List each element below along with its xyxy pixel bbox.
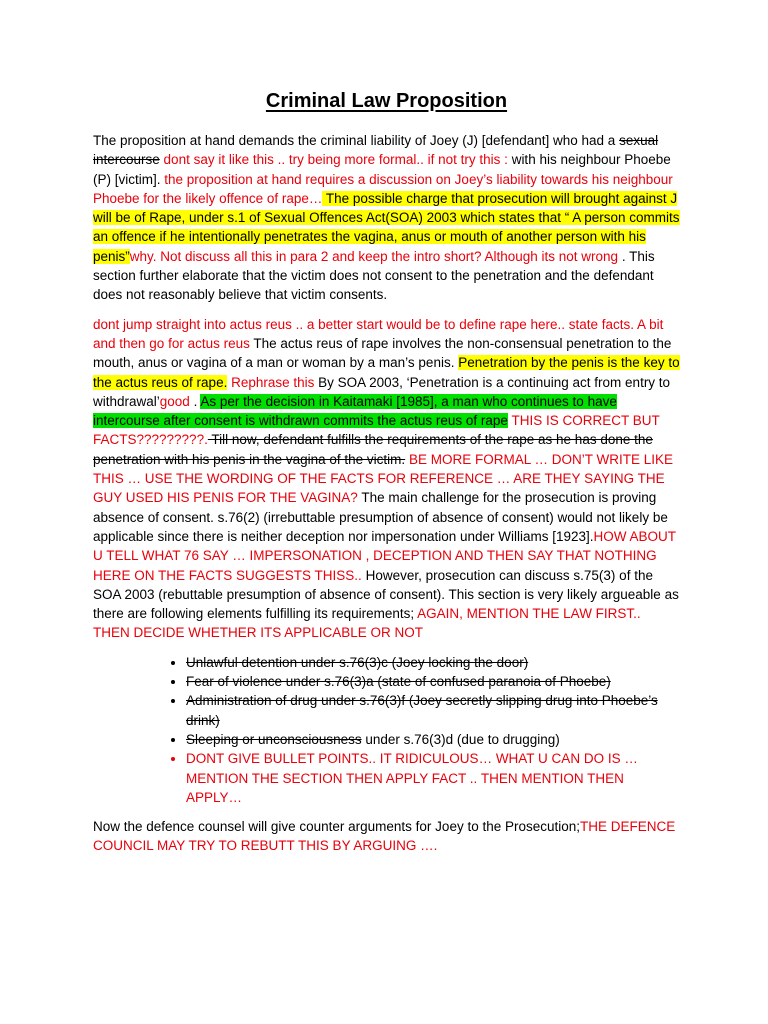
tutor-comment: Rephrase this — [227, 374, 315, 390]
struck-text: Administration of drug under s.76(3)f (Joey secretly slipping drug into Phoebe’s drink) — [186, 693, 658, 728]
body-text: However, prosecution can discuss s.75(3) of the SOA 2003 (rebuttable presumption of absence of consent). This section is very likely argueable as there are following elements fulfilling its requirements; — [93, 567, 679, 622]
tutor-comment: AGAIN, MENTION THE LAW FIRST.. THEN DECIDE WHETHER ITS APPLICABLE OR NOT — [93, 606, 641, 641]
elements-bullet-list — [93, 653, 680, 807]
body-text: The main challenge for the prosecution is proving absence of consent. s.76(2) (irrebuttable presumption of absence of consent) would not likely be applicable since there is neither deception nor impersonation under Williams [1923]. — [93, 490, 668, 544]
green-highlighted-text: As per the decision in Kaitamaki [1985], a man who continues to have intercourse after consent is withdrawn commits the actus reus of rape — [93, 393, 617, 429]
intro-paragraph — [93, 131, 680, 305]
list-item — [186, 691, 680, 730]
body-text: The actus reus of rape involves the non-consensual penetration to the mouth, anus or vagina of a man or woman by a man’s penis. — [93, 335, 672, 371]
struck-text: Fear of violence under s.76(3)a (state of confused paranoia of Phoebe) — [186, 674, 611, 690]
struck-text: Unlawful detention under s.76(3)c (Joey locking the door) — [186, 654, 529, 670]
tutor-comment: THE DEFENCE COUNCIL MAY TRY TO REBUTT THIS BY ARGUING …. — [93, 819, 676, 854]
tutor-comment: BE MORE FORMAL … DON’T WRITE LIKE THIS … USE THE WORDING OF THE FACTS FOR REFERENCE … ARE THEY SAYING THE GUY USED HIS PENIS FOR THE VAGINA? — [93, 451, 673, 506]
tutor-comment: DONT GIVE BULLET POINTS.. IT RIDICULOUS… WHAT U CAN DO IS … MENTION THE SECTION THEN APPLY FACT .. THEN MENTION THEN APPLY… — [186, 751, 638, 805]
struck-text: Sleeping or unconsciousness — [186, 731, 362, 747]
tutor-comment: THIS IS CORRECT BUT FACTS?????????. — [93, 413, 660, 448]
list-item — [186, 653, 680, 672]
list-item — [186, 749, 680, 807]
intro-text: The proposition at hand demands the criminal liability of Joey (J) [defendant] who had a — [93, 133, 616, 148]
struck-text: Till now, defendant fulfills the requirements of the rape as he has done the penetration with his penis in the vagina of the victim. — [93, 432, 653, 467]
actus-reus-paragraph — [93, 315, 680, 643]
tutor-comment: good — [159, 393, 190, 409]
intro-text: . This section further elaborate that the victim does not consent to the penetration and the defendant does not reasonably believe that victim consents. — [93, 248, 655, 303]
body-text: By SOA 2003, ‘Penetration is a continuing act from entry to withdrawal’ — [93, 374, 671, 409]
body-text: . — [189, 393, 201, 409]
list-item — [186, 730, 680, 749]
highlighted-text: Penetration by the penis is the key to the actus reus of rape. — [93, 355, 680, 390]
highlighted-text: The possible charge that prosecution will brought against J will be of Rape, under s.1 of Sexual Offences Act(SOA) 2003 which states that “ A person commits an offence if he intentionally penetrates the vagina, anus or mouth of another person with his penis” — [93, 190, 680, 264]
tutor-comment: dont say it like this .. try being more formal.. if not try this : — [159, 152, 508, 168]
tutor-comment: dont jump straight into actus reus .. a better start would be to define rape here.. state facts. A bit and then go for actus reus — [93, 316, 664, 351]
tutor-comment: the proposition at hand requires a discussion on Joey’s liability towards his neighbour Phoebe for the likely offence of rape… — [93, 171, 673, 206]
body-text: Now the defence counsel will give counter arguments for Joey to the Prosecution; — [93, 819, 581, 835]
document-title: Criminal Law Proposition — [265, 90, 508, 112]
tutor-comment: why. Not discuss all this in para 2 and keep the intro short? Although its not wrong — [129, 248, 619, 264]
list-item — [186, 672, 680, 691]
body-text: under s.76(3)d (due to drugging) — [361, 731, 560, 747]
intro-text: with his neighbour Phoebe (P) [victim]. — [93, 152, 671, 187]
tutor-comment: HOW ABOUT U TELL WHAT 76 SAY … IMPERSONATION , DECEPTION AND THEN SAY THAT NOTHING HERE ON THE FACTS SUGGESTS THISS.. — [93, 528, 676, 583]
defence-paragraph — [93, 817, 680, 856]
struck-text: sexual intercourse — [93, 133, 659, 168]
